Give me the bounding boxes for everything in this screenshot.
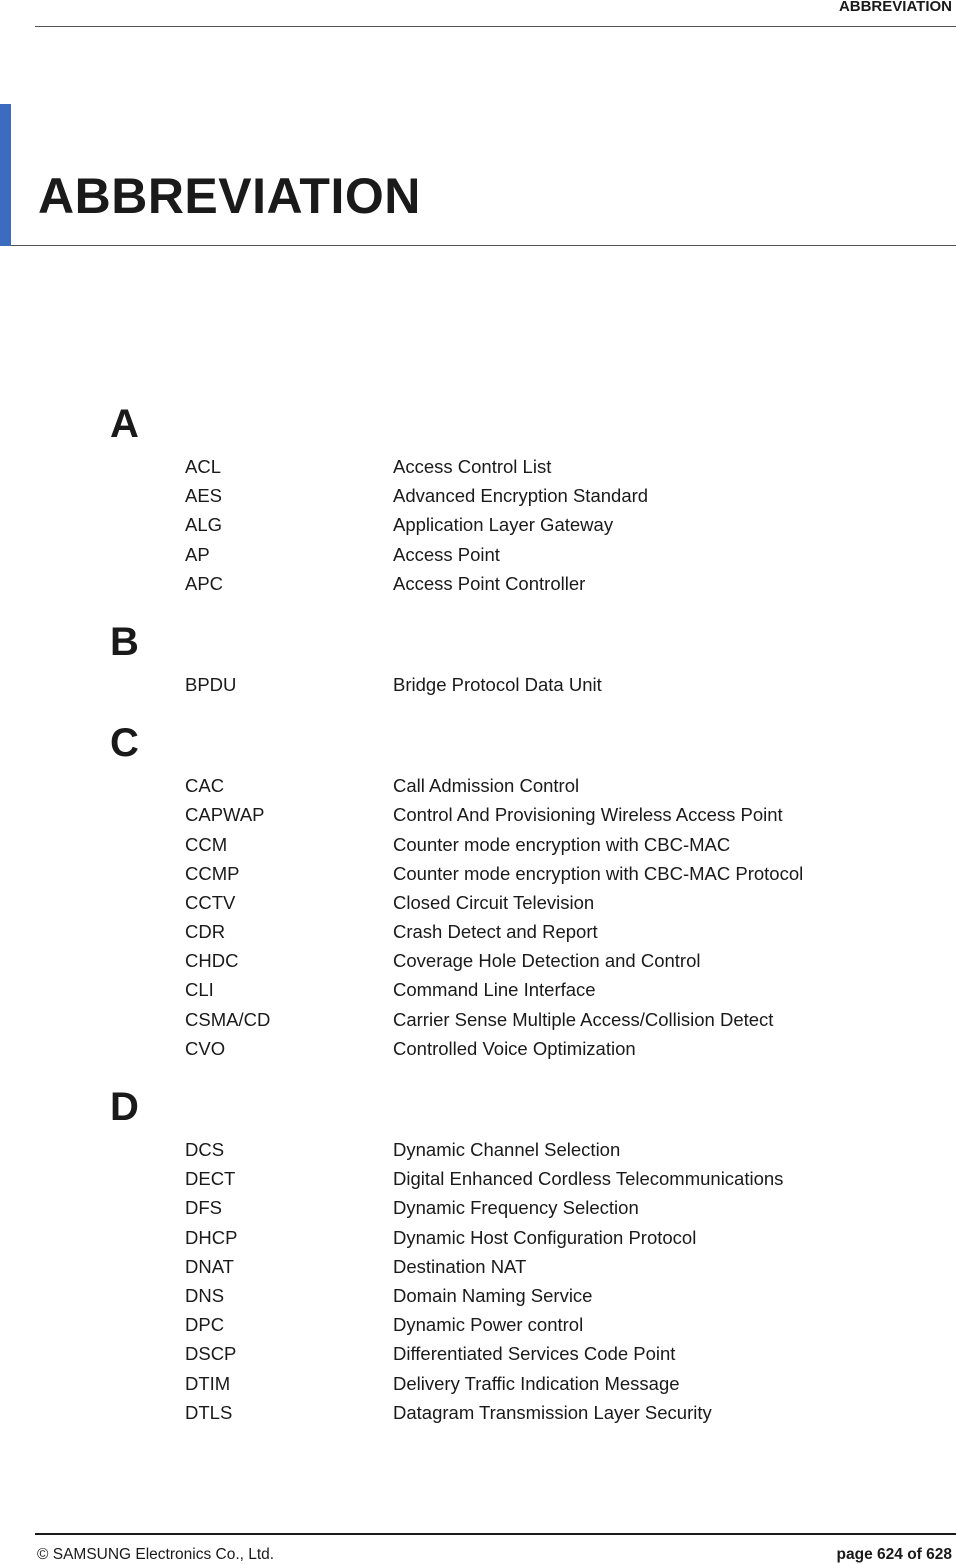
abbreviation-term: CAPWAP bbox=[185, 804, 265, 826]
list-item bbox=[0, 830, 956, 859]
abbreviation-term: CCM bbox=[185, 833, 228, 855]
entry-list bbox=[0, 670, 956, 699]
entry-list bbox=[0, 771, 956, 1063]
entry-list bbox=[0, 1135, 956, 1427]
abbreviation-meaning: Digital Enhanced Cordless Telecommunications bbox=[393, 1168, 784, 1190]
abbreviation-term: DHCP bbox=[185, 1226, 238, 1248]
list-item bbox=[0, 1398, 956, 1427]
abbreviation-meaning: Dynamic Channel Selection bbox=[393, 1139, 621, 1160]
abbreviation-meaning: Dynamic Frequency Selection bbox=[393, 1197, 639, 1219]
abbreviation-term: ACL bbox=[185, 456, 221, 477]
section-b bbox=[0, 614, 956, 699]
list-item bbox=[0, 481, 956, 510]
abbreviation-meaning: Access Point Controller bbox=[393, 572, 586, 594]
list-item bbox=[0, 1339, 956, 1368]
section-a bbox=[0, 396, 956, 598]
list-item bbox=[0, 946, 956, 975]
list-item bbox=[0, 670, 956, 699]
abbreviation-term: DECT bbox=[185, 1168, 236, 1190]
footer-copyright: © SAMSUNG Electronics Co., Ltd. bbox=[37, 1546, 275, 1563]
abbreviation-meaning: Crash Detect and Report bbox=[393, 921, 598, 943]
section-c bbox=[0, 715, 956, 1063]
abbreviation-term: DTLS bbox=[185, 1401, 233, 1423]
abbreviation-term: CCTV bbox=[185, 891, 236, 913]
footer-divider bbox=[35, 1533, 956, 1535]
abbreviation-meaning: Closed Circuit Television bbox=[393, 891, 595, 913]
list-item bbox=[0, 1164, 956, 1193]
abbreviation-meaning: Access Control List bbox=[393, 456, 552, 477]
abbreviation-meaning: Differentiated Services Code Point bbox=[393, 1343, 676, 1365]
header-divider bbox=[35, 26, 956, 27]
title-divider bbox=[11, 245, 956, 246]
abbreviation-meaning: Counter mode encryption with CBC-MAC Protocol bbox=[393, 862, 804, 884]
abbreviation-meaning: Domain Naming Service bbox=[393, 1284, 593, 1306]
list-item bbox=[0, 859, 956, 888]
abbreviation-meaning: Bridge Protocol Data Unit bbox=[393, 673, 602, 695]
abbreviation-term: DNAT bbox=[185, 1255, 234, 1277]
list-item bbox=[0, 1193, 956, 1222]
abbreviation-term: ALG bbox=[185, 514, 223, 536]
entry-list bbox=[0, 452, 956, 598]
abbreviation-meaning: Coverage Hole Detection and Control bbox=[393, 950, 701, 972]
list-item bbox=[0, 540, 956, 569]
abbreviation-term: DPC bbox=[185, 1314, 225, 1336]
list-item bbox=[0, 1034, 956, 1063]
list-item bbox=[0, 917, 956, 946]
section-d bbox=[0, 1079, 956, 1427]
abbreviation-meaning: Destination NAT bbox=[393, 1255, 527, 1277]
abbreviation-term: BPDU bbox=[185, 673, 237, 695]
abbreviation-meaning: Control And Provisioning Wireless Access Point bbox=[393, 804, 783, 826]
running-header: ABBREVIATION bbox=[838, 0, 952, 15]
list-item bbox=[0, 452, 956, 481]
abbreviation-meaning: Controlled Voice Optimization bbox=[393, 1037, 636, 1059]
list-item bbox=[0, 771, 956, 800]
abbreviation-meaning: Advanced Encryption Standard bbox=[393, 485, 649, 507]
abbreviation-meaning: Delivery Traffic Indication Message bbox=[393, 1372, 680, 1394]
abbreviation-meaning: Application Layer Gateway bbox=[393, 514, 614, 536]
abbreviation-meaning: Counter mode encryption with CBC-MAC bbox=[393, 833, 731, 855]
abbreviation-term: APC bbox=[185, 572, 224, 594]
list-item bbox=[0, 800, 956, 829]
abbreviation-meaning: Call Admission Control bbox=[393, 775, 580, 797]
list-item bbox=[0, 1369, 956, 1398]
abbreviation-meaning: Dynamic Host Configuration Protocol bbox=[393, 1226, 697, 1248]
section-letter: B bbox=[110, 619, 139, 664]
abbreviation-term: DTIM bbox=[185, 1372, 231, 1394]
abbreviation-term: DFS bbox=[185, 1197, 222, 1219]
abbreviation-term: DCS bbox=[185, 1139, 225, 1160]
footer-page-number: page 624 of 628 bbox=[836, 1546, 952, 1563]
abbreviation-term: CAC bbox=[185, 775, 225, 797]
list-item bbox=[0, 569, 956, 598]
list-item bbox=[0, 1252, 956, 1281]
abbreviation-term: CLI bbox=[185, 979, 214, 1001]
abbreviation-meaning: Command Line Interface bbox=[393, 979, 596, 1001]
abbreviation-term: CVO bbox=[185, 1037, 226, 1059]
chapter-accent-bar bbox=[0, 104, 11, 246]
abbreviation-list bbox=[0, 396, 956, 1427]
list-item bbox=[0, 888, 956, 917]
section-letter: D bbox=[110, 1085, 139, 1129]
list-item bbox=[0, 975, 956, 1004]
list-item bbox=[0, 1281, 956, 1310]
abbreviation-meaning: Access Point bbox=[393, 543, 500, 565]
abbreviation-term: CCMP bbox=[185, 862, 240, 884]
list-item bbox=[0, 1310, 956, 1339]
chapter-title: ABBREVIATION bbox=[38, 168, 421, 224]
abbreviation-meaning: Carrier Sense Multiple Access/Collision Detect bbox=[393, 1008, 774, 1030]
list-item bbox=[0, 1005, 956, 1034]
abbreviation-term: CSMA/CD bbox=[185, 1008, 271, 1030]
abbreviation-term: AP bbox=[185, 543, 210, 565]
list-item bbox=[0, 510, 956, 539]
list-item bbox=[0, 1135, 956, 1164]
list-item bbox=[0, 1223, 956, 1252]
abbreviation-term: DSCP bbox=[185, 1343, 237, 1365]
abbreviation-meaning: Dynamic Power control bbox=[393, 1314, 584, 1336]
abbreviation-term: CDR bbox=[185, 921, 226, 943]
abbreviation-term: CHDC bbox=[185, 950, 239, 972]
section-letter: A bbox=[110, 402, 139, 446]
abbreviation-meaning: Datagram Transmission Layer Security bbox=[393, 1401, 712, 1423]
section-letter: C bbox=[110, 721, 139, 766]
abbreviation-term: DNS bbox=[185, 1284, 225, 1306]
abbreviation-term: AES bbox=[185, 485, 223, 507]
